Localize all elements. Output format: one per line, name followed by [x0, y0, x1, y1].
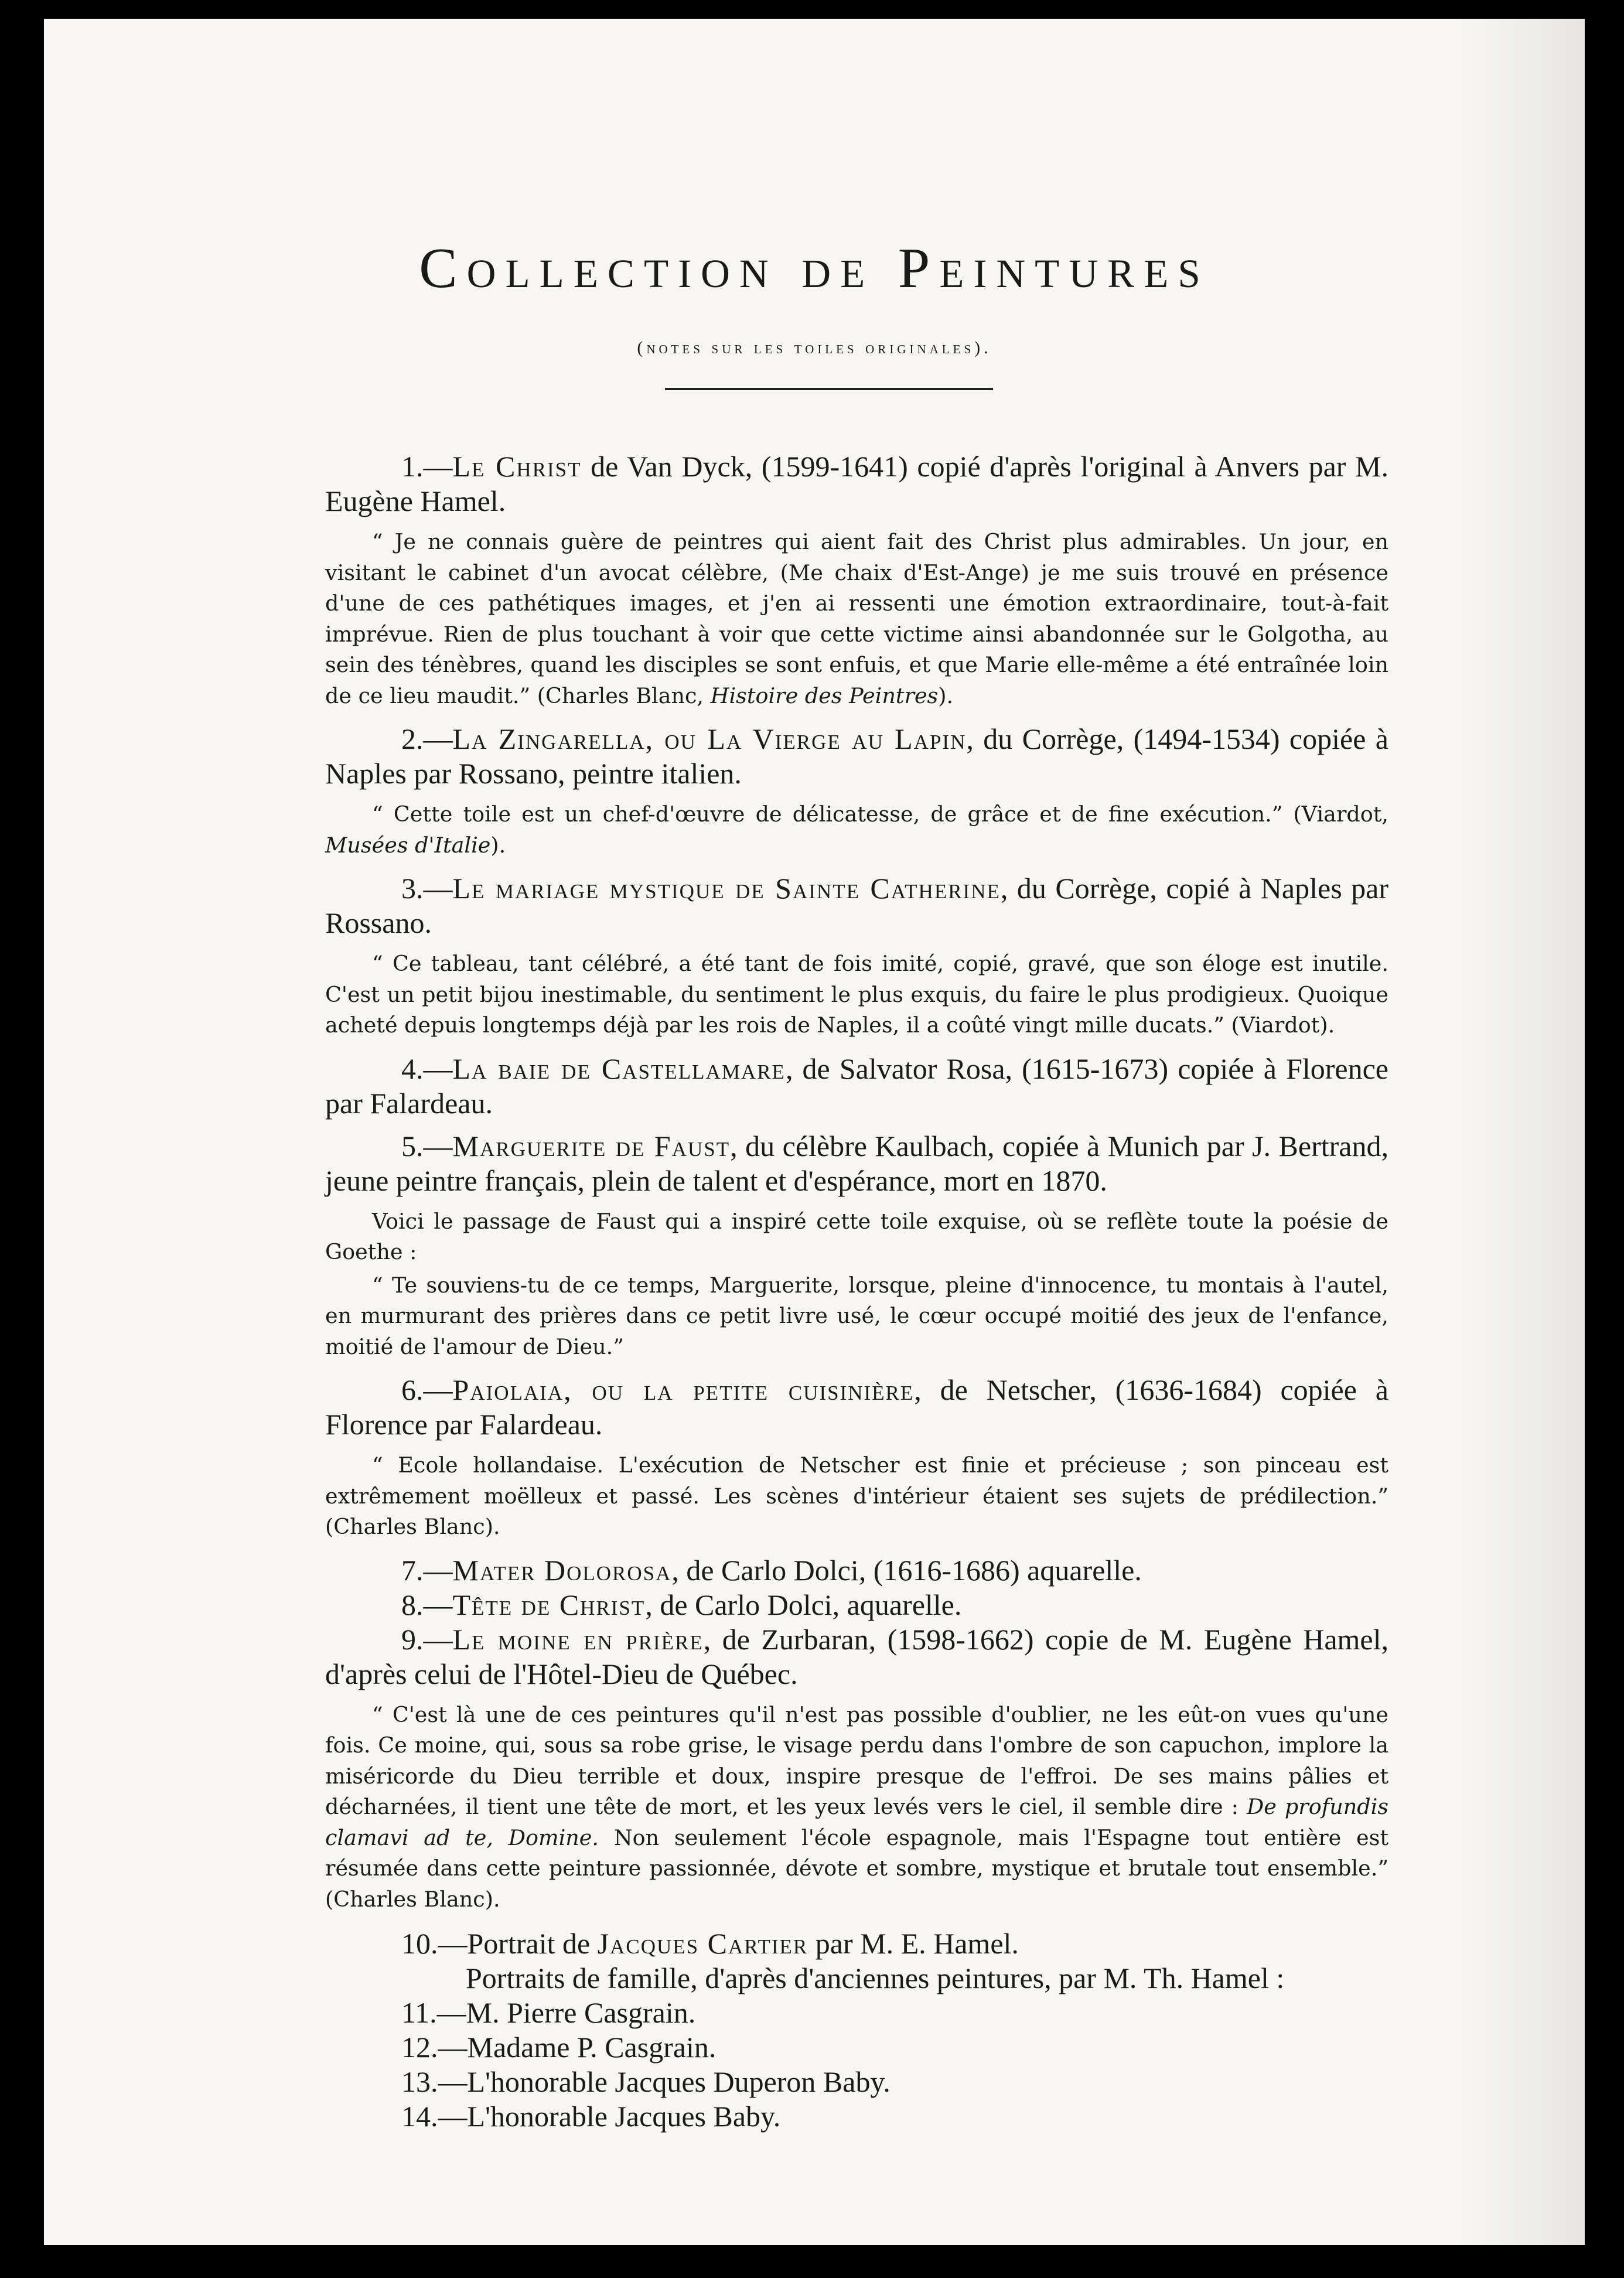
- quote-text: “ C'est là une de ces peintures qu'il n'est pas possible d'oublier, ne les eût-on vues qu'une fois. Ce moine, qui, sous sa robe grise, le visage perdu dans l'ombre de son capuchon, implore la miséricorde du Dieu terrible et doux, inspire presque de l'effroi. De ses mains pâlies et décharnées, il tient une tête de mort, et les yeux levés vers le ciel, il semble dire :: [325, 1701, 1388, 1819]
- entry-title: La Zingarella, ou La Vierge au Lapin: [452, 722, 967, 755]
- entry-number: 7.—: [401, 1553, 453, 1587]
- entry-text: , de Netscher, (1636-1684) copiée à Florence par Falardeau.: [325, 1373, 1388, 1441]
- quote-end: ).: [938, 683, 954, 708]
- list-text: 14.—L'honorable Jacques Baby.: [401, 2100, 781, 2133]
- entry-text: , du célèbre Kaulbach, copiée à Munich par J. Bertrand, jeune peintre français, plein de talent et d'espérance, mort en 1870.: [325, 1129, 1388, 1197]
- list-item: [325, 2030, 1388, 2065]
- list-smallcaps: Jacques Cartier: [597, 1927, 808, 1960]
- quote-end: Non seulement l'école espagnole, mais l'Espagne tout entière est résumée dans cette peinture passionnée, dévote et sombre, mystique et brutale tout ensemble.” (Charles Blanc).: [325, 1825, 1388, 1912]
- entry-number: 4.—: [401, 1052, 453, 1085]
- entries-list: [325, 449, 1388, 2134]
- entry-2-quote: [325, 799, 1388, 861]
- entry-5-quote: [325, 1270, 1388, 1363]
- entry-text: de Van Dyck, (1599-1641) copié d'après l'original à Anvers par M. Eugène Hamel.: [325, 450, 1388, 517]
- entry-title: Le Christ: [452, 450, 582, 483]
- entry-text: , de Zurbaran, (1598-1662) copie de M. Eugène Hamel, d'après celui de l'Hôtel-Dieu de Québec.: [325, 1622, 1388, 1690]
- entry-4: [325, 1052, 1388, 1121]
- entry-9: [325, 1622, 1388, 1692]
- portrait-list: [325, 1926, 1388, 2134]
- quote-text: “ Ecole hollandaise. L'exécution de Netscher est finie et précieuse ; son pinceau est extrêmement moëlleux et passé. Les scènes d'intérieur étaient ses sujets de prédilection.” (Charles Blanc).: [325, 1452, 1388, 1539]
- entry-7: [325, 1553, 1388, 1588]
- page-title: Collection de Peintures: [419, 237, 1210, 300]
- quote-end: ).: [490, 832, 506, 858]
- entry-title: Le moine en prière: [452, 1622, 704, 1656]
- list-text: 12.—Madame P. Casgrain.: [401, 2031, 717, 2064]
- entry-5-quote-intro: Voici le passage de Faust qui a inspiré cette toile exquise, où se reflète toute la poésie de Goethe :: [325, 1208, 1388, 1264]
- entry-6-quote: [325, 1450, 1388, 1543]
- entry-text: , de Carlo Dolci, aquarelle.: [645, 1588, 962, 1621]
- quote-italic: Musées d'Italie: [325, 832, 491, 858]
- entry-number: 6.—: [401, 1373, 453, 1406]
- entry-number: 2.—: [401, 722, 453, 755]
- list-item: [325, 1961, 1388, 1996]
- document-page: [44, 19, 1585, 2245]
- list-item: [325, 2099, 1388, 2134]
- entry-5: [325, 1129, 1388, 1198]
- entry-6: [325, 1373, 1388, 1442]
- title-divider: [665, 388, 993, 390]
- list-text: 10.—Portrait de: [401, 1927, 598, 1960]
- entry-text: , de Salvator Rosa, (1615-1673) copiée à Florence par Falardeau.: [325, 1052, 1388, 1120]
- list-item: [325, 1926, 1388, 1961]
- entry-title: Paiolaia, ou la petite cuisinière: [452, 1373, 915, 1406]
- list-item: [325, 1996, 1388, 2030]
- entry-3: [325, 871, 1388, 940]
- entry-title: Le mariage mystique de Sainte Catherine: [452, 872, 1001, 905]
- entry-number: 3.—: [401, 872, 453, 905]
- entry-number: 8.—: [401, 1588, 453, 1621]
- entry-3-quote: [325, 949, 1388, 1041]
- entry-title: Mater Dolorosa: [452, 1553, 672, 1587]
- list-text: Portraits de famille, d'après d'anciennes peintures, par M. Th. Hamel :: [466, 1962, 1285, 1994]
- quote-text: “ Ce tableau, tant célébré, a été tant de fois imité, copié, gravé, que son éloge est inutile. C'est un petit bijou inestimable, du sentiment le plus exquis, du faire le plus prodigieux. Quoique acheté depuis longtemps déjà par les rois de Naples, il a coûté vingt mille ducats.” (Viardot).: [325, 951, 1388, 1038]
- quote-text: “ Cette toile est un chef-d'œuvre de délicatesse, de grâce et de fine exécution.” (Viardot,: [372, 802, 1388, 827]
- entry-8: [325, 1588, 1388, 1622]
- list-text: 13.—L'honorable Jacques Duperon Baby.: [401, 2065, 891, 2098]
- quote-text: “ Je ne connais guère de peintres qui aient fait des Christ plus admirables. Un jour, en visitant le cabinet d'un avocat célèbre, (Me chaix d'Est-Ange) je me suis trouvé en présence d'une de ces pathétiques images, et j'en ai ressenti une émotion extraordinaire, tout-à-fait imprévue. Rien de plus touchant à voir que cette victime ainsi abandonnée sur le Golgotha, au sein des ténèbres, quand les disciples se sont enfuis, et que Marie elle-même a été entraînée loin de ce lieu maudit.” (Charles Blanc,: [325, 529, 1388, 708]
- entry-1: [325, 449, 1388, 519]
- entry-number: 1.—: [401, 450, 453, 483]
- entry-1-quote: [325, 527, 1388, 711]
- entry-text: , de Carlo Dolci, (1616-1686) aquarelle.: [671, 1553, 1142, 1587]
- list-tail: par M. E. Hamel.: [808, 1927, 1019, 1960]
- entry-9-quote: [325, 1700, 1388, 1915]
- entry-text: , du Corrège, copié à Naples par Rossano.: [325, 872, 1388, 939]
- page-subtitle: (notes sur les toiles originales).: [637, 338, 992, 357]
- list-item: [325, 2065, 1388, 2099]
- entry-2: [325, 722, 1388, 791]
- entry-title: Marguerite de Faust: [452, 1129, 731, 1162]
- entry-title: Tête de Christ: [452, 1588, 646, 1621]
- entry-number: 5.—: [401, 1129, 453, 1162]
- quote-italic: De profundis clamavi ad te, Domine.: [325, 1794, 1388, 1850]
- quote-text: “ Te souviens-tu de ce temps, Marguerite, lorsque, pleine d'innocence, tu montais à l'autel, en murmurant des prières dans ce petit livre usé, le cœur occupé moitié des jeux de l'enfance, moitié de l'amour de Dieu.”: [325, 1272, 1388, 1359]
- quote-italic: Histoire des Peintres: [710, 683, 939, 708]
- list-text: 11.—M. Pierre Casgrain.: [401, 1996, 696, 2029]
- entry-number: 9.—: [401, 1622, 453, 1656]
- entry-text: , du Corrège, (1494-1534) copiée à Naples par Rossano, peintre italien.: [325, 722, 1388, 790]
- entry-title: La baie de Castellamare: [452, 1052, 786, 1085]
